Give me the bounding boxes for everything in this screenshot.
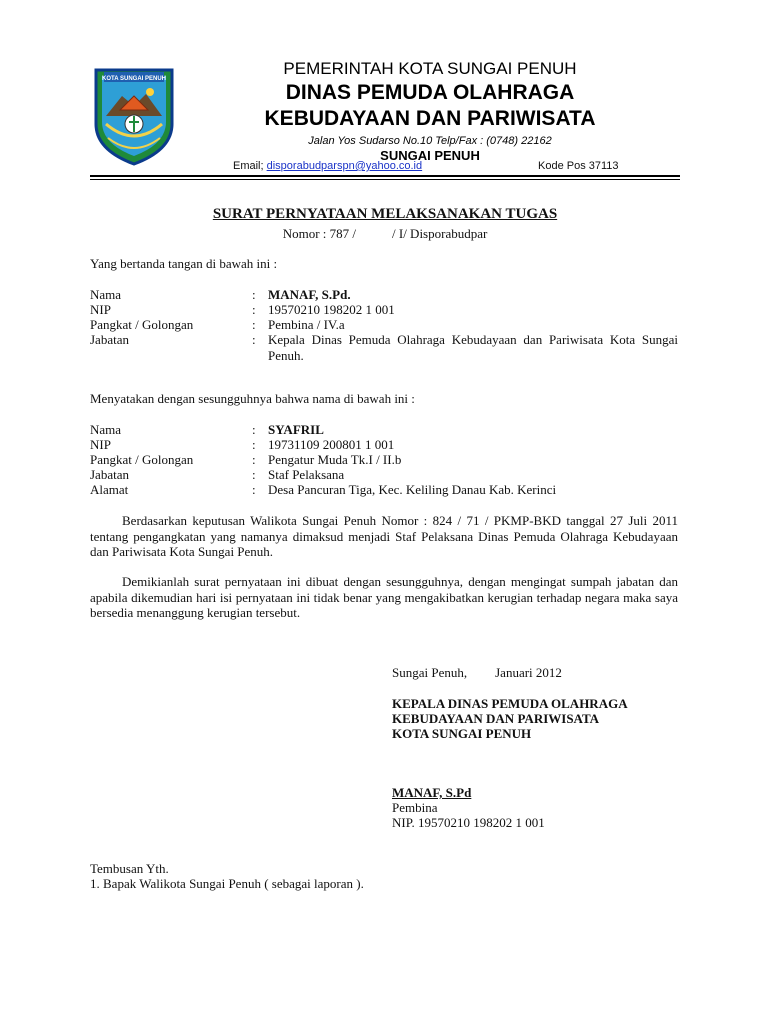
logo-text: KOTA SUNGAI PENUH <box>101 76 167 82</box>
statement-intro: Menyatakan dengan sesungguhnya bahwa nama di bawah ini : <box>90 391 415 406</box>
field-colon: : <box>252 437 256 452</box>
field-label: Jabatan <box>90 332 129 347</box>
paragraph-decision: Berdasarkan keputusan Walikota Sungai Penuh Nomor : 824 / 71 / PKMP-BKD tanggal 27 Juli 2011 tentang pengangkatan yang namanya dimaksud menjadi Staf Pelaksana Dinas Pemuda Olahraga Kebudayaan dan Pariwisata Kota Sungai Penuh. <box>90 513 678 559</box>
field-label: Nama <box>90 287 122 302</box>
contact-line <box>233 160 673 174</box>
city-emblem-logo <box>92 66 176 166</box>
intro-text: Yang bertanda tangan di bawah ini : <box>90 256 278 271</box>
field-label: NIP <box>90 437 111 452</box>
department-name-line1: DINAS PEMUDA OLAHRAGA <box>285 81 575 104</box>
field-value: 19570210 198202 1 001 <box>268 302 395 317</box>
field-value: SYAFRIL <box>268 422 324 437</box>
cc-heading: Tembusan Yth. <box>90 861 169 876</box>
office-address: Jalan Yos Sudarso No.10 Telp/Fax : (0748) 22162 <box>308 135 552 147</box>
postal-code: Kode Pos 37113 <box>538 160 619 172</box>
signature-position-line2: KEBUDAYAAN DAN PARIWISATA <box>392 711 600 726</box>
field-value: Pembina / IV.a <box>268 317 345 332</box>
field-label: Alamat <box>90 482 129 497</box>
email-label: Email; <box>233 160 267 172</box>
field-value: Staf Pelaksana <box>268 467 345 482</box>
document-number-suffix: / I/ Disporabudpar <box>392 226 488 241</box>
field-label: Pangkat / Golongan <box>90 452 194 467</box>
letterhead <box>180 58 680 164</box>
email-line <box>233 160 422 172</box>
email-link[interactable]: disporabudparspn@yahoo.co.id <box>266 160 423 172</box>
field-colon: : <box>252 317 256 332</box>
signature-place: Sungai Penuh, <box>392 665 468 680</box>
government-name: PEMERINTAH KOTA SUNGAI PENUH <box>283 59 577 78</box>
signature-date <box>392 665 562 681</box>
field-colon: : <box>252 467 256 482</box>
field-colon: : <box>252 422 256 437</box>
signature-rank: Pembina <box>392 800 438 815</box>
field-value: Kepala Dinas Pemuda Olahraga Kebudayaan dan Pariwisata Kota Sungai Penuh. <box>268 332 678 363</box>
field-value: Desa Pancuran Tiga, Kec. Keliling Danau Kab. Kerinci <box>268 482 557 497</box>
field-value: Pengatur Muda Tk.I / II.b <box>268 452 402 467</box>
signature-name: MANAF, S.Pd <box>392 785 472 800</box>
signature-position-line1: KEPALA DINAS PEMUDA OLAHRAGA <box>392 696 628 711</box>
field-colon: : <box>252 332 256 347</box>
field-value: 19731109 200801 1 001 <box>268 437 395 452</box>
field-value: MANAF, S.Pd. <box>268 287 351 302</box>
field-label: Nama <box>90 422 122 437</box>
field-label: Pangkat / Golongan <box>90 317 194 332</box>
paragraph-closing: Demikianlah surat pernyataan ini dibuat dengan sesungguhnya, dengan mengingat sumpah jabatan dan apabila dikemudian hari isi pernyataan ini tidak benar yang mengakibatkan kerugian terhadap negara maka saya bersedia menanggung kerugian tersebut. <box>90 574 678 620</box>
department-name-line2: KEBUDAYAAN DAN PARIWISATA <box>264 107 596 130</box>
document-number-prefix: Nomor : 787 / <box>282 226 356 241</box>
document-number <box>90 226 680 242</box>
signature-date-value: Januari 2012 <box>495 665 562 680</box>
field-colon: : <box>252 302 256 317</box>
signature-position-line3: KOTA SUNGAI PENUH <box>392 726 532 741</box>
field-colon: : <box>252 287 256 302</box>
field-colon: : <box>252 452 256 467</box>
document-title <box>90 206 680 223</box>
cc-item: 1. Bapak Walikota Sungai Penuh ( sebagai laporan ). <box>90 876 364 891</box>
signature-nip: NIP. 19570210 198202 1 001 <box>392 815 545 830</box>
field-label: NIP <box>90 302 111 317</box>
document-title-text: SURAT PERNYATAAN MELAKSANAKAN TUGAS <box>212 206 558 222</box>
office-city: SUNGAI PENUH <box>380 148 480 163</box>
field-colon: : <box>252 482 256 497</box>
letterhead-rule-thick <box>90 175 680 177</box>
letterhead-rule-thin <box>90 179 680 180</box>
field-label: Jabatan <box>90 467 129 482</box>
